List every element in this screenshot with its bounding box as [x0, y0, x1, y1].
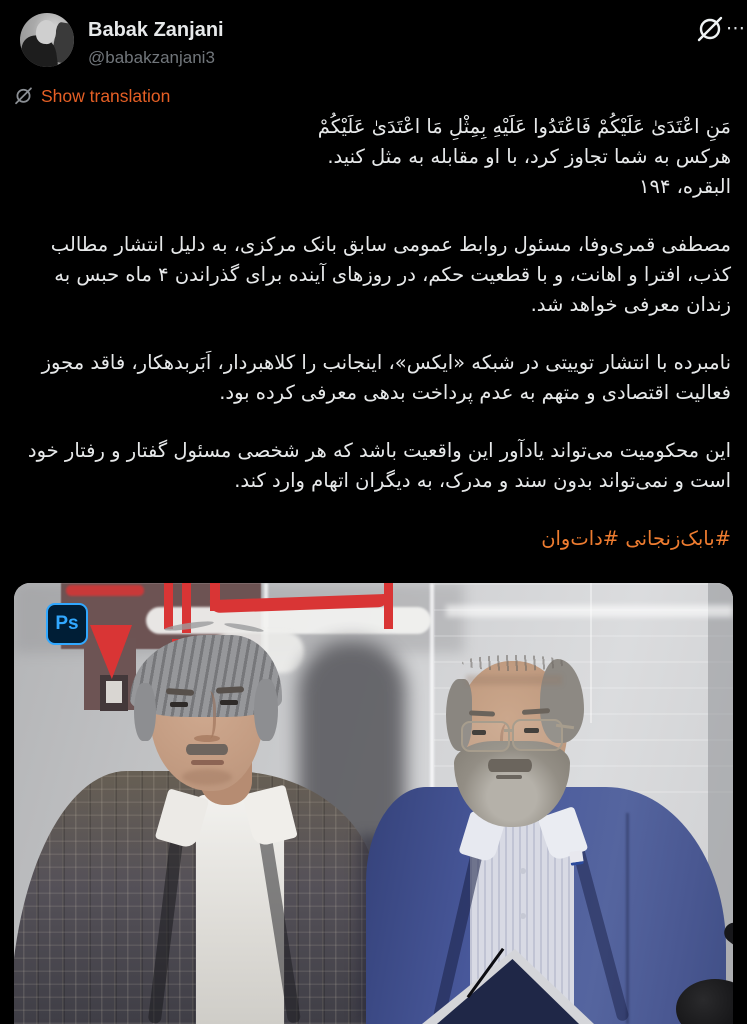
left-man-eye — [220, 700, 238, 705]
right-man-hair-strands — [462, 655, 566, 671]
verse-persian: هرکس به شما تجاوز کرد، با او مقابله به مثل کنید. — [327, 145, 731, 168]
red-watermark — [66, 585, 144, 596]
paragraph-sentence: مصطفی قمری‌وفا، مسئول روابط عمومی سابق بانک مرکزی، به دلیل انتشار مطالب کذب، افترا و اهانت، و با قطعیت حکم، در روزهای آینده برای گذراندن ۴ ماه حبس به زندان معرفی خواهد شد. — [50, 233, 731, 316]
right-man-lapel-pin — [569, 850, 584, 866]
paragraph-conclusion: این محکومیت می‌تواند یادآور این واقعیت باشد که هر شخصی مسئول گفتار و رفتار خود است و نمی‌تواند بدون سند و مدرک، به دیگران اتهام وارد کند. — [27, 439, 731, 492]
verse-citation: البقره، ۱۹۴ — [639, 175, 731, 198]
right-man-mouth — [496, 775, 522, 779]
right-man-mustache — [488, 759, 532, 772]
photoshop-badge: Ps — [46, 603, 88, 645]
red-watermark — [164, 583, 173, 629]
right-man-hairline-shadow — [466, 675, 562, 685]
hashtag-babak-zanjani[interactable]: #بابک‌زنجانی — [625, 527, 731, 550]
show-translation-label: Show translation — [41, 85, 171, 106]
right-man-glasses — [461, 721, 510, 752]
tweet-photo[interactable] — [14, 583, 733, 1024]
hashtag-dotone[interactable]: #دات‌وان — [541, 527, 620, 550]
paragraph-x-post: نامبرده با انتشار توییتی در شبکه «ایکس»، اینجانب را کلاهبردار، اَبَربدهکار، فاقد مجوز فعالیت اقتصادی و متهم به عدم پرداخت بدهی معرفی کرده بود. — [41, 351, 731, 404]
glass-panel-edge — [590, 583, 592, 723]
left-man-hair — [134, 683, 156, 741]
shirt-button — [520, 913, 526, 919]
hashtag-row — [12, 524, 731, 554]
left-man-hair — [254, 679, 278, 741]
show-translation-button[interactable] — [14, 85, 170, 107]
left-man-chin-shadow — [182, 769, 232, 785]
shirt-button — [520, 868, 526, 874]
right-man-glasses — [504, 729, 514, 732]
glass-panel-edge — [430, 583, 434, 798]
small-wall-frame — [106, 681, 122, 703]
right-man-suit-seam — [626, 813, 629, 1024]
left-man-mustache — [186, 744, 228, 755]
display-name[interactable]: Babak Zanjani — [88, 19, 224, 41]
translate-grok-icon — [14, 87, 33, 106]
wall-highlight — [446, 605, 733, 617]
tweet-text — [0, 112, 747, 554]
left-man-eye — [170, 702, 188, 707]
red-watermark — [210, 583, 220, 611]
left-man-nose — [200, 691, 216, 739]
more-options-icon[interactable]: ⋯ — [726, 17, 746, 39]
grok-icon[interactable] — [696, 16, 724, 44]
verse-paragraph — [12, 112, 731, 202]
verse-arabic: مَنِ اعْتَدَىٰ عَلَيْكُمْ فَاعْتَدُوا عَلَيْهِ بِمِثْلِ مَا اعْتَدَىٰ عَلَيْكُمْ — [317, 115, 731, 138]
left-man-mouth — [191, 760, 224, 765]
avatar[interactable] — [20, 13, 74, 67]
red-watermark — [384, 583, 393, 629]
left-man-nose-shadow — [194, 735, 220, 742]
user-handle: @babakzanjani3 — [88, 48, 215, 67]
